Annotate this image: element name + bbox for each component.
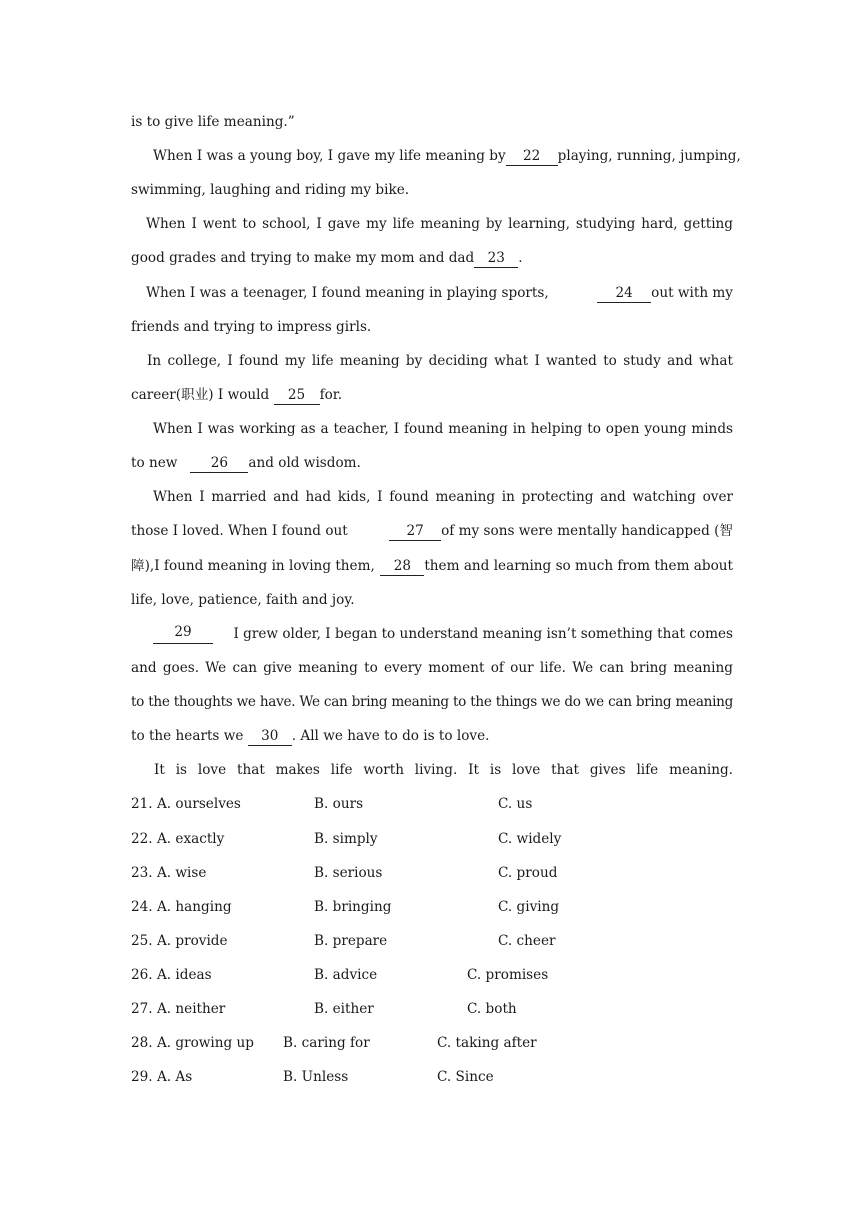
option-c[interactable]: C. promises [467,967,549,983]
blank-25[interactable]: 25 [274,387,320,405]
option-a[interactable]: 29. A. As [131,1069,193,1085]
option-a[interactable]: 21. A. ourselves [131,796,241,812]
passage-line: those I loved. When I found out 27 of my sons were mentally handicapped (智 [131,523,733,539]
passage-line: to new 26 and old wisdom. [131,455,361,471]
option-a[interactable]: 28. A. growing up [131,1035,255,1051]
option-c[interactable]: C. widely [498,831,562,847]
option-c[interactable]: C. cheer [498,933,556,949]
option-b[interactable]: B. serious [314,865,383,881]
option-c[interactable]: C. Since [437,1069,494,1085]
option-b[interactable]: B. Unless [283,1069,349,1085]
passage-line: 障),I found meaning in loving them, 28 them and learning so much from them about [131,558,733,574]
blank-22[interactable]: 22 [506,148,558,166]
passage-line: and goes. We can give meaning to every moment of our life. We can bring meaning [131,660,733,676]
passage-line: good grades and trying to make my mom and dad 23 . [131,250,523,266]
blank-23[interactable]: 23 [474,250,518,268]
passage-line: When I was a teenager, I found meaning in playing sports, 24 out with my [146,285,733,301]
option-b[interactable]: B. advice [314,967,378,983]
option-b[interactable]: B. prepare [314,933,388,949]
option-b[interactable]: B. caring for [283,1035,370,1051]
option-c[interactable]: C. us [498,796,533,812]
passage-line: friends and trying to impress girls. [131,319,372,335]
blank-30[interactable]: 30 [248,728,292,746]
passage-line: to the thoughts we have. We can bring meaning to the things we do we can bring meaning [131,694,733,710]
passage-line: When I was a young boy, I gave my life meaning by 22 playing, running, jumping, [153,148,741,164]
passage-line: to the hearts we 30 . All we have to do is to love. [131,728,490,744]
passage-line: In college, I found my life meaning by deciding what I wanted to study and what [147,353,733,369]
blank-24[interactable]: 24 [597,285,651,303]
blank-27[interactable]: 27 [389,523,441,541]
passage-line: career(职业) I would 25 for. [131,387,343,403]
passage-line: 29 I grew older, I began to understand meaning isn’t something that comes [131,624,733,644]
passage-line: is to give life meaning.” [131,114,295,130]
passage-line: life, love, patience, faith and joy. [131,592,355,608]
option-c[interactable]: C. both [467,1001,517,1017]
passage-line: It is love that makes life worth living. It is love that gives life meaning. [154,762,733,778]
option-a[interactable]: 23. A. wise [131,865,207,881]
option-b[interactable]: B. simply [314,831,378,847]
option-a[interactable]: 27. A. neither [131,1001,226,1017]
option-a[interactable]: 25. A. provide [131,933,228,949]
blank-29[interactable]: 29 [153,624,213,644]
blank-28[interactable]: 28 [380,558,424,576]
option-c[interactable]: C. taking after [437,1035,537,1051]
passage-line: When I was working as a teacher, I found meaning in helping to open young minds [153,421,733,437]
option-b[interactable]: B. either [314,1001,374,1017]
passage-line: When I went to school, I gave my life meaning by learning, studying hard, getting [146,216,733,232]
option-a[interactable]: 24. A. hanging [131,899,232,915]
option-b[interactable]: B. bringing [314,899,392,915]
blank-26[interactable]: 26 [190,455,248,473]
option-a[interactable]: 26. A. ideas [131,967,212,983]
passage-line: When I married and had kids, I found meaning in protecting and watching over [153,489,733,505]
option-a[interactable]: 22. A. exactly [131,831,225,847]
option-b[interactable]: B. ours [314,796,364,812]
option-c[interactable]: C. proud [498,865,558,881]
passage-line: swimming, laughing and riding my bike. [131,182,410,198]
option-c[interactable]: C. giving [498,899,560,915]
